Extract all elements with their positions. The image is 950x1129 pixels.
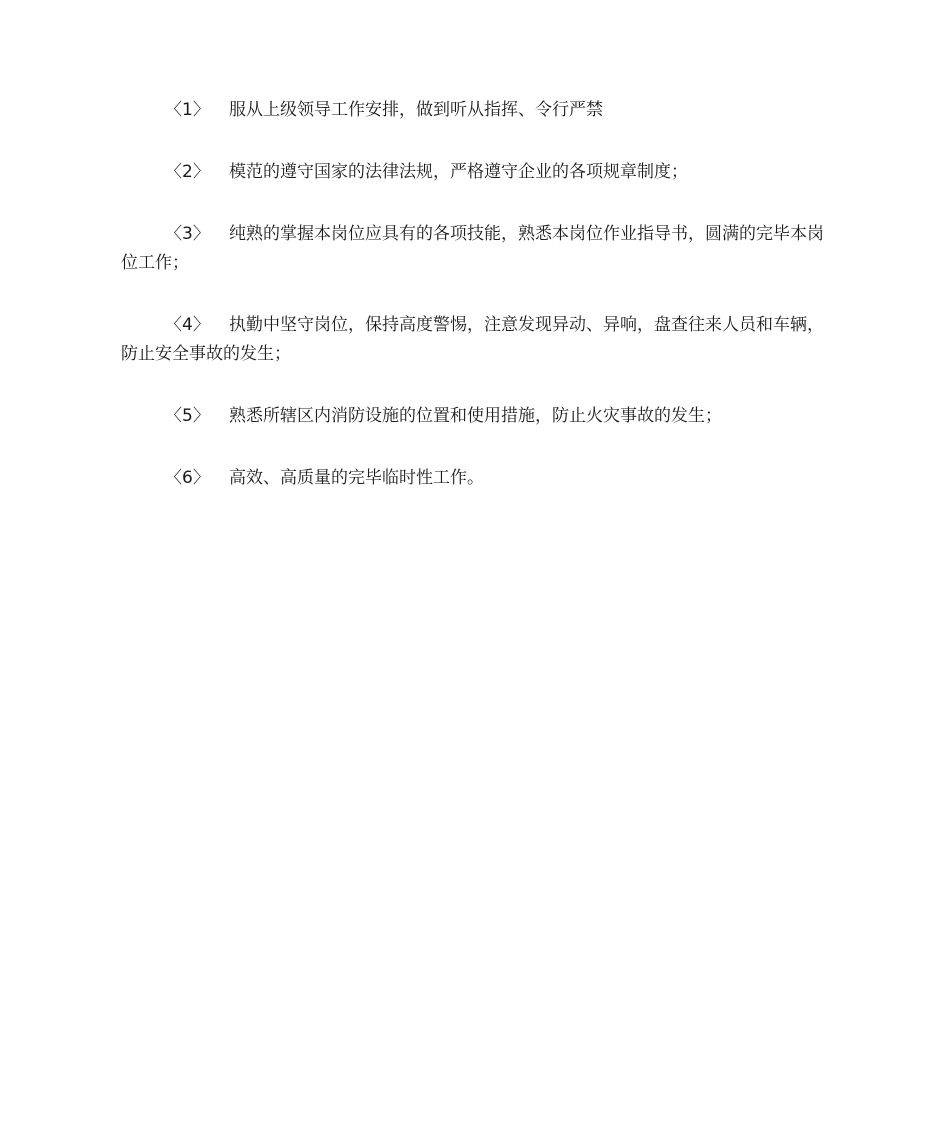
clause-text: 模范的遵守国家的法律法规，严格遵守企业的各项规章制度； [229, 162, 688, 182]
clause-number: 〈5〉 [165, 406, 210, 426]
clause-number: 〈2〉 [165, 162, 210, 182]
clause-number: 〈3〉 [165, 224, 210, 244]
clause-item [121, 220, 833, 278]
clause-text: 熟悉所辖区内消防设施的位置和使用措施，防止火灾事故的发生； [229, 406, 722, 426]
clause-item [121, 464, 833, 493]
clause-number: 〈6〉 [165, 468, 210, 488]
clause-number: 〈1〉 [165, 100, 210, 120]
clause-text: 服从上级领导工作安排，做到听从指挥、令行严禁 [229, 100, 603, 120]
clause-number: 〈4〉 [165, 315, 210, 335]
clause-item [121, 402, 833, 431]
clause-item [121, 158, 833, 187]
clause-text: 执勤中坚守岗位，保持高度警惕，注意发现异动、异响，盘查往来人员和车辆，防止安全事故的发生； [121, 315, 824, 364]
clause-text: 纯熟的掌握本岗位应具有的各项技能，熟悉本岗位作业指导书，圆满的完毕本岗位工作； [121, 224, 824, 273]
clause-item [121, 96, 833, 125]
clause-item [121, 311, 833, 369]
clause-list [121, 96, 833, 526]
clause-text: 高效、高质量的完毕临时性工作。 [229, 468, 484, 488]
